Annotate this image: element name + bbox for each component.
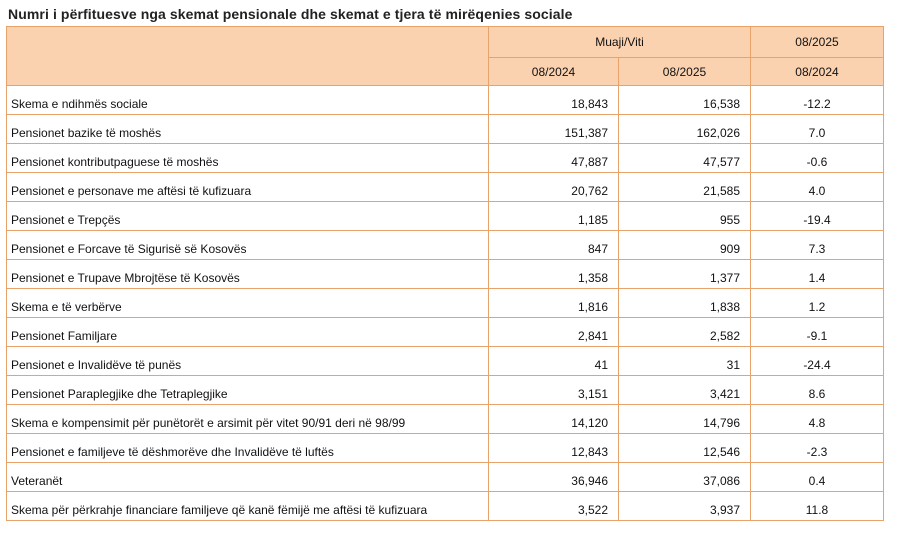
value-2025: 12,546 bbox=[619, 434, 751, 463]
change-value: 11.8 bbox=[751, 492, 884, 521]
value-2025: 47,577 bbox=[619, 144, 751, 173]
table-row bbox=[7, 115, 884, 144]
change-value: 4.8 bbox=[751, 405, 884, 434]
value-2025: 1,838 bbox=[619, 289, 751, 318]
change-value: -0.6 bbox=[751, 144, 884, 173]
table-row bbox=[7, 231, 884, 260]
header-change-bottom: 08/2024 bbox=[751, 58, 884, 86]
value-2024: 151,387 bbox=[489, 115, 619, 144]
row-label: Pensionet bazike të moshës bbox=[7, 115, 489, 144]
value-2024: 41 bbox=[489, 347, 619, 376]
header-month-year: Muaji/Viti bbox=[489, 27, 751, 58]
row-label: Skema për përkrahje financiare familjeve që kanë fëmijë me aftësi të kufizuara bbox=[7, 492, 489, 521]
change-value: 0.4 bbox=[751, 463, 884, 492]
change-value: -24.4 bbox=[751, 347, 884, 376]
row-label: Skema e të verbërve bbox=[7, 289, 489, 318]
change-value: 1.4 bbox=[751, 260, 884, 289]
beneficiaries-table bbox=[6, 26, 884, 521]
header-corner bbox=[7, 27, 489, 86]
table-row bbox=[7, 492, 884, 521]
row-label: Pensionet kontributpaguese të moshës bbox=[7, 144, 489, 173]
value-2025: 37,086 bbox=[619, 463, 751, 492]
value-2024: 18,843 bbox=[489, 86, 619, 115]
value-2024: 1,358 bbox=[489, 260, 619, 289]
value-2025: 3,421 bbox=[619, 376, 751, 405]
value-2024: 1,816 bbox=[489, 289, 619, 318]
header-change-top: 08/2025 bbox=[751, 27, 884, 58]
value-2025: 14,796 bbox=[619, 405, 751, 434]
row-label: Skema e kompensimit për punëtorët e arsimit për vitet 90/91 deri në 98/99 bbox=[7, 405, 489, 434]
value-2024: 14,120 bbox=[489, 405, 619, 434]
value-2024: 47,887 bbox=[489, 144, 619, 173]
table-row bbox=[7, 434, 884, 463]
row-label: Pensionet e Trupave Mbrojtëse të Kosovës bbox=[7, 260, 489, 289]
row-label: Pensionet e Invalidëve të punës bbox=[7, 347, 489, 376]
value-2024: 3,522 bbox=[489, 492, 619, 521]
row-label: Pensionet Paraplegjike dhe Tetraplegjike bbox=[7, 376, 489, 405]
change-value: 1.2 bbox=[751, 289, 884, 318]
table-row bbox=[7, 405, 884, 434]
value-2025: 955 bbox=[619, 202, 751, 231]
table-row bbox=[7, 347, 884, 376]
change-value: 7.0 bbox=[751, 115, 884, 144]
change-value: 8.6 bbox=[751, 376, 884, 405]
value-2025: 162,026 bbox=[619, 115, 751, 144]
table-row bbox=[7, 144, 884, 173]
value-2024: 847 bbox=[489, 231, 619, 260]
row-label: Pensionet e Trepçës bbox=[7, 202, 489, 231]
value-2025: 3,937 bbox=[619, 492, 751, 521]
row-label: Pensionet e personave me aftësi të kufizuara bbox=[7, 173, 489, 202]
table-row bbox=[7, 86, 884, 115]
header-col-2025: 08/2025 bbox=[619, 58, 751, 86]
table-row bbox=[7, 318, 884, 347]
value-2024: 3,151 bbox=[489, 376, 619, 405]
value-2024: 20,762 bbox=[489, 173, 619, 202]
value-2025: 909 bbox=[619, 231, 751, 260]
change-value: -9.1 bbox=[751, 318, 884, 347]
value-2025: 31 bbox=[619, 347, 751, 376]
change-value: -19.4 bbox=[751, 202, 884, 231]
table-row bbox=[7, 376, 884, 405]
table-row bbox=[7, 289, 884, 318]
row-label: Veteranët bbox=[7, 463, 489, 492]
value-2024: 1,185 bbox=[489, 202, 619, 231]
value-2025: 1,377 bbox=[619, 260, 751, 289]
header-col-2024: 08/2024 bbox=[489, 58, 619, 86]
value-2025: 16,538 bbox=[619, 86, 751, 115]
change-value: -2.3 bbox=[751, 434, 884, 463]
value-2024: 2,841 bbox=[489, 318, 619, 347]
row-label: Pensionet Familjare bbox=[7, 318, 489, 347]
table-title: Numri i përfituesve nga skemat pensionale dhe skemat e tjera të mirëqenies sociale bbox=[8, 6, 573, 22]
value-2025: 21,585 bbox=[619, 173, 751, 202]
table-row bbox=[7, 173, 884, 202]
change-value: -12.2 bbox=[751, 86, 884, 115]
row-label: Skema e ndihmës sociale bbox=[7, 86, 489, 115]
table-row bbox=[7, 202, 884, 231]
value-2024: 36,946 bbox=[489, 463, 619, 492]
table-row bbox=[7, 260, 884, 289]
value-2025: 2,582 bbox=[619, 318, 751, 347]
value-2024: 12,843 bbox=[489, 434, 619, 463]
change-value: 7.3 bbox=[751, 231, 884, 260]
table-row bbox=[7, 463, 884, 492]
change-value: 4.0 bbox=[751, 173, 884, 202]
row-label: Pensionet e familjeve të dëshmorëve dhe Invalidëve të luftës bbox=[7, 434, 489, 463]
row-label: Pensionet e Forcave të Sigurisë së Kosovës bbox=[7, 231, 489, 260]
